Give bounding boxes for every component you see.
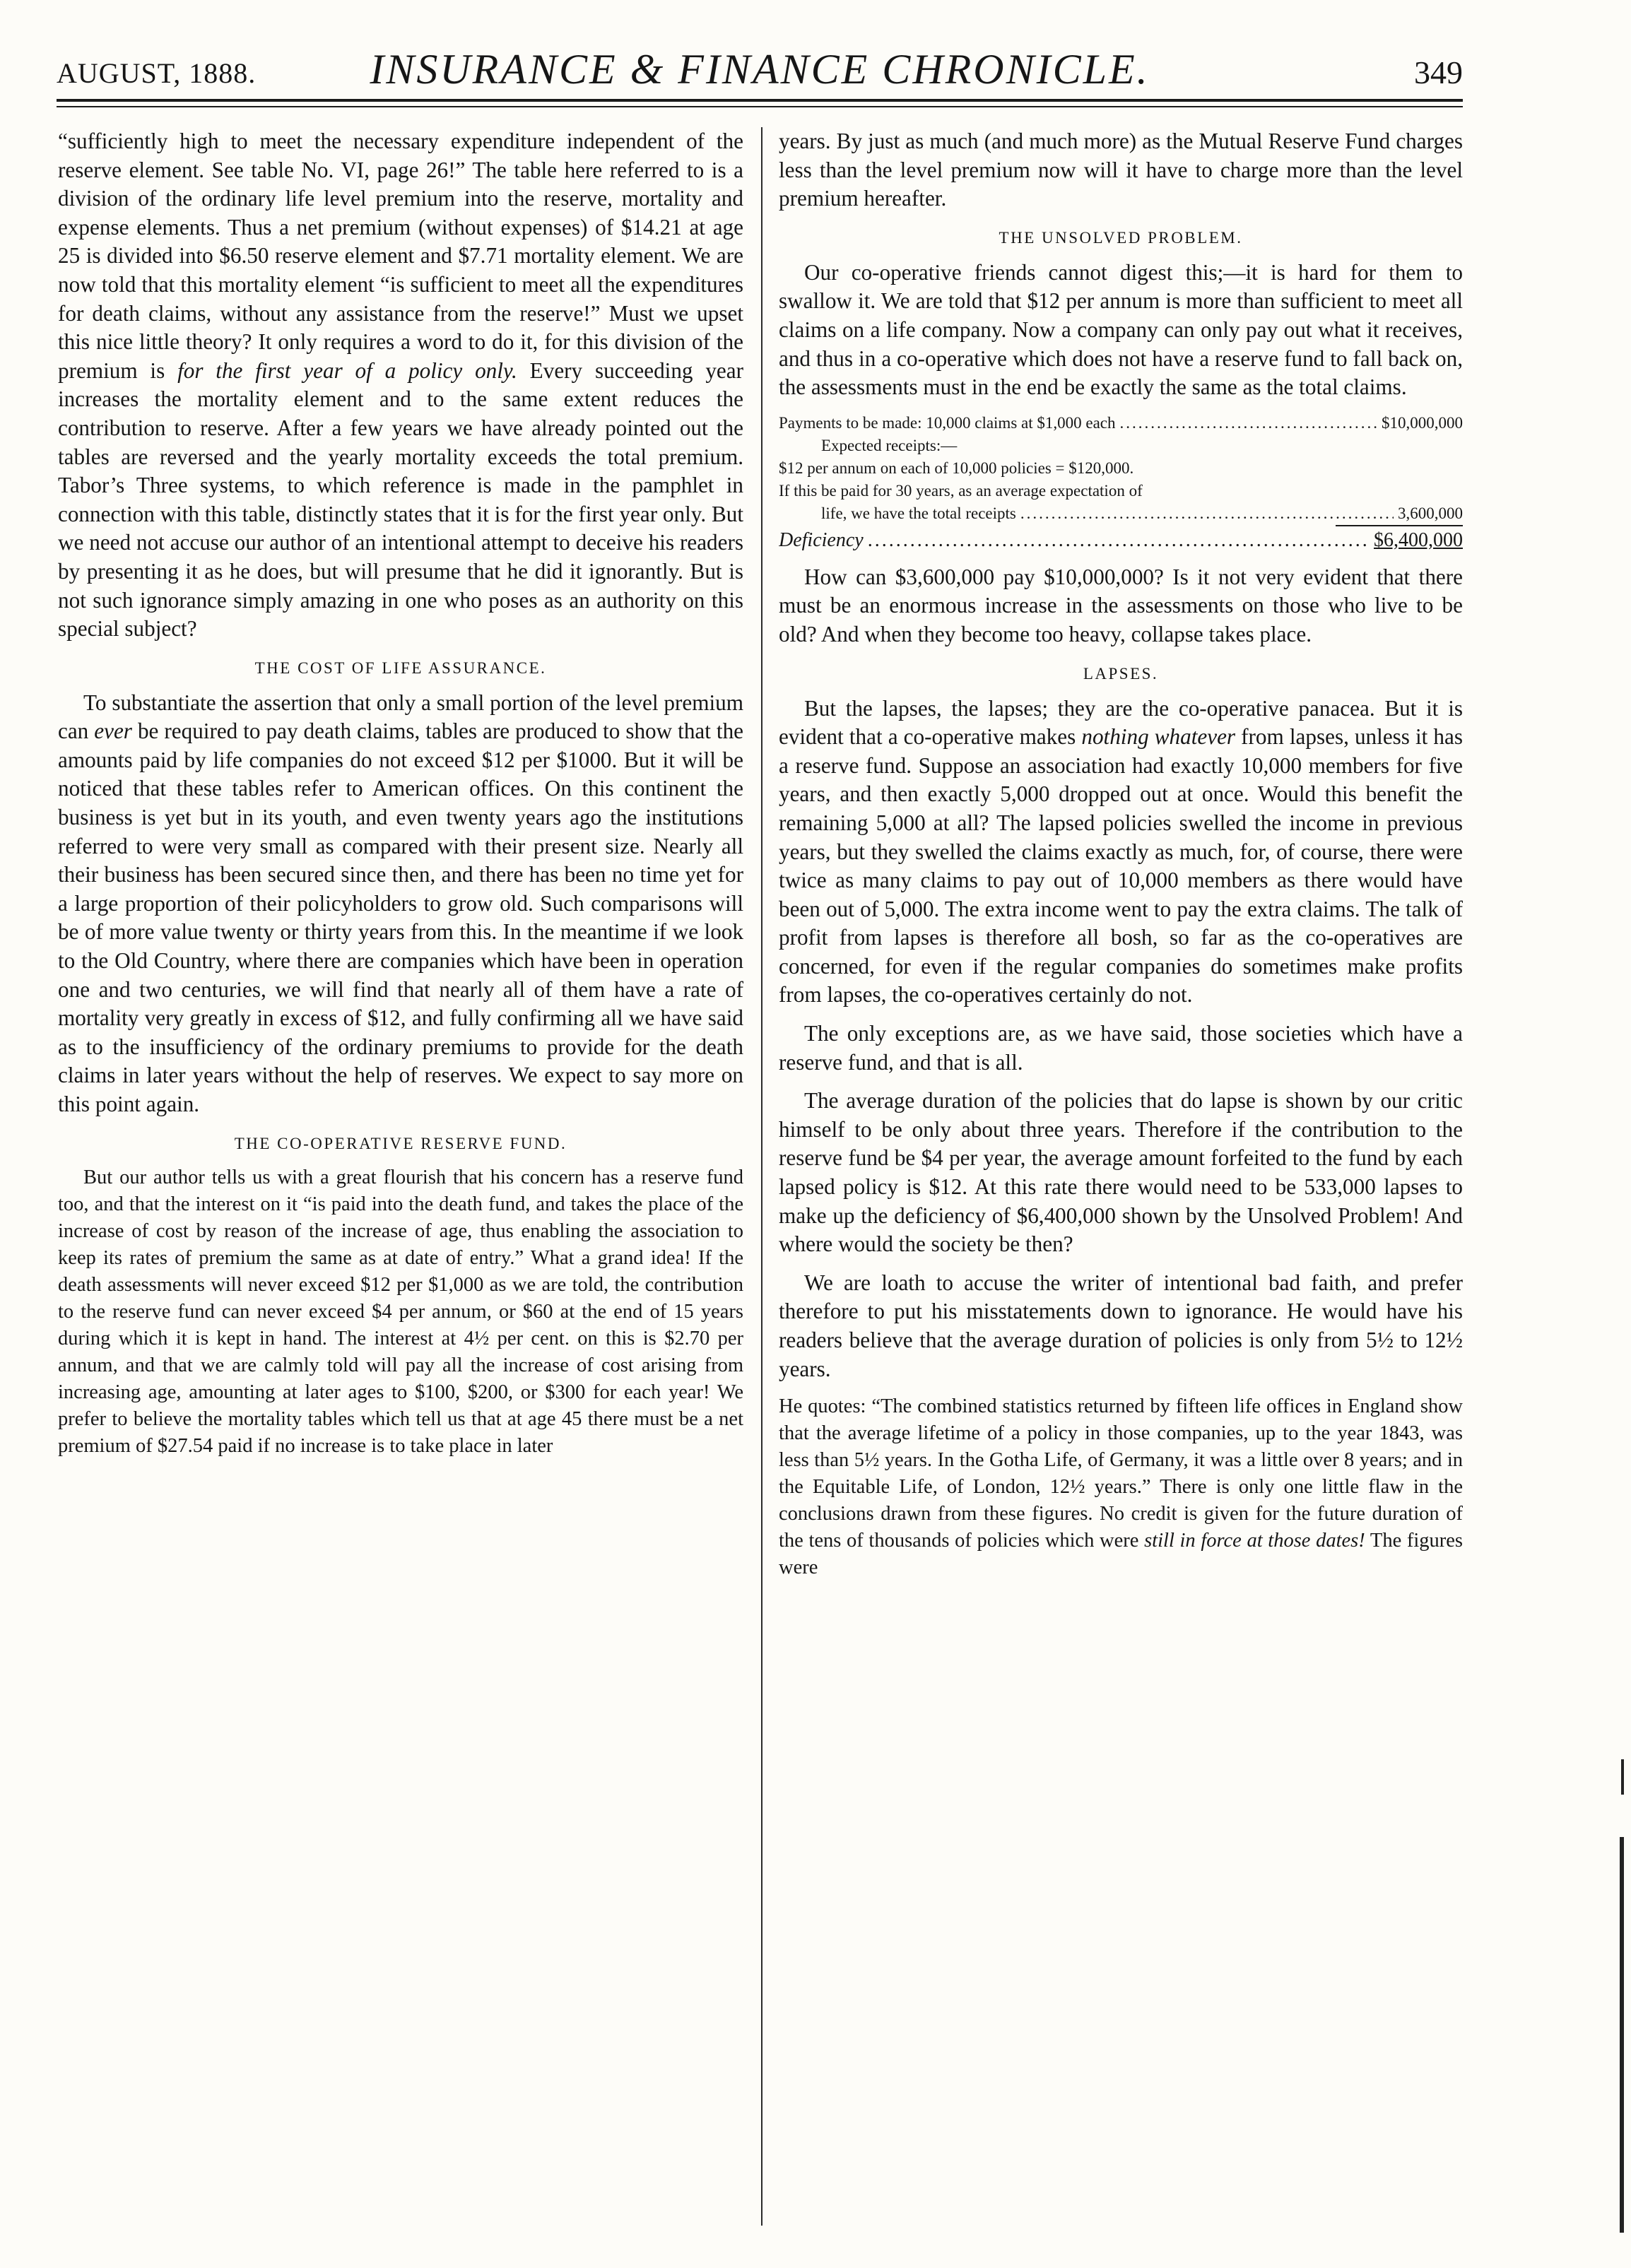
paragraph: He quotes: “The combined statistics returned by fifteen life offices in England show that the average lifetime of a policy in those companies, up to the year 1843, was less than 5½ years. In the Gotha Life, of Germany, it was a little over 8 years; and in the Equitable Life, of London, 12½ years.” There is only one little flaw in the conclusions drawn from these figures. No credit is given for the future duration of the tens of thousands of policies which were still in force at those dates! The figures were <box>779 1395 1463 1579</box>
header-rule-thin <box>57 106 1463 107</box>
scan-edge-mark <box>1620 1837 1624 2233</box>
paragraph: The average duration of the policies that do lapse is shown by our critic himself to be only about three years. Therefore if the contribution to the reserve fund be $4 per year, the average amount forfeited to the fund by each lapsed policy is $12. At this rate there would need to be 533,000 lapses to make up the deficiency of $6,400,000 shown by the Unsolved Problem! And where would the society be then? <box>779 1088 1463 1257</box>
issue-date: AUGUST, 1888. <box>57 57 257 89</box>
section-heading-lapses: LAPSES. <box>1083 664 1159 683</box>
section-heading-reserve-fund: THE CO-OPERATIVE RESERVE FUND. <box>234 1134 567 1152</box>
emphasis: ever <box>94 719 132 744</box>
calc-row-payments: Payments to be made: 10,000 claims at $1,000 each ..... $10,000,000 <box>779 412 1463 435</box>
calc-row-annual: $12 per annum on each of 10,000 policies = $120,000. <box>779 459 1134 477</box>
paragraph: “sufficiently high to meet the necessary expenditure independent of the reserve element. See table No. VI, page 26!” The table here referred to is a division of the ordinary life level premium into the reserve, mortality and expense elements. Thus a net premium (without expenses) of $14.21 at age 25 is divided into $6.50 reserve element and $7.71 mortality element. We are now told that this mortality element “is sufficient to meet all the expenditures for death claims, without any assistance from the reserve!” Must we upset this nice little theory? It only requires a word to do it, for this division of the premium is for the first year of a policy only. Every succeeding year increases the mortality element and to the same extent reduces the contribution to reserve. After a few years we have already pointed out the tables are reversed and the yearly mortality exceeds the total premium. Tabor’s Three systems, to which reference is made in the pamphlet in connection with this table, distinctly states that it is for the first year only. But we need not accuse our author of an intentional attempt to deceive his readers by presenting it as he does, but will presume that he did it ignorantly. But is not such ignorance simply amazing in one who poses as an authority on this special subject? <box>58 129 743 642</box>
header-rule-thick <box>57 99 1463 102</box>
page-header <box>57 45 1463 95</box>
publication-title: INSURANCE & FINANCE CHRONICLE. <box>370 46 1150 93</box>
paragraph: But our author tells us with a great flourish that his concern has a reserve fund too, and that the interest on it “is paid into the death fund, and takes the place of the increase of cost by reason of the increase of age, thus enabling the association to keep its rates of premium the same as at date of entry.” What a grand idea! If the death assessments will never exceed $12 per $1,000 as we are told, the contribution to the reserve fund can never exceed $4 per annum, or $60 at the end of 15 years during which it is kept in hand. The interest at 4½ per cent. on this is $2.70 per annum, and that we are calmly told will pay all the increase of cost arising from increasing age, amounting at later ages to $100, $200, or $300 for each year! We prefer to believe the mortality tables which tell us that at age 45 there must be a net premium of $27.54 paid if no increase is to take place in later <box>58 1166 743 1457</box>
paragraph: But the lapses, the lapses; they are the co-operative panacea. But it is evident that a co-operative makes nothing whatever from lapses, unless it has a reserve fund. Suppose an association had exactly 10,000 members for five years, and then exactly 5,000 dropped out at once. Would this benefit the remaining 5,000 at all? The lapsed policies swelled the income in previous years, but they swelled the claims exactly as much, for, of course, there were twice as many claims to pay out of 10,000 members as there would have been out of 5,000. The extra income went to pay the extra claims. The talk of profit from lapses is therefore all bosh, so far as the co-operatives are concerned, for even if the regular companies do sometimes make profits from lapses, the co-operatives certainly do not. <box>779 695 1463 1008</box>
left-column <box>58 127 743 2240</box>
paragraph: We are loath to accuse the writer of intentional bad faith, and prefer therefore to put his misstatements down to ignorance. He would have his readers believe that the average duration of policies is only from 5½ to 12½ years. <box>779 1270 1463 1381</box>
paragraph: years. By just as much (and much more) as the Mutual Reserve Fund charges less than the level premium now will it have to charge more than the level premium hereafter. <box>779 129 1463 211</box>
emphasis: still in force at those dates! <box>1144 1530 1365 1552</box>
sum-rule <box>779 525 1463 528</box>
paragraph: The only exceptions are, as we have said, those societies which have a reserve fund, and that is all. <box>779 1021 1463 1075</box>
calc-row-deficiency: Deficiency ..... $6,400,000 <box>779 529 1463 552</box>
calc-row-expected: Expected receipts:— <box>821 436 958 454</box>
page-number: 349 <box>1414 54 1463 90</box>
column-divider <box>761 127 762 2226</box>
paragraph: How can $3,600,000 pay $10,000,000? Is it not very evident that there must be an enormous increase in the assessments on those who live to be old? And when they become too heavy, collapse takes place. <box>779 564 1463 646</box>
right-column <box>779 127 1463 2240</box>
section-heading-unsolved-problem: THE UNSOLVED PROBLEM. <box>999 228 1243 247</box>
calculation-table <box>779 412 1463 552</box>
scan-edge-mark <box>1621 1759 1624 1795</box>
emphasis: nothing whatever <box>1081 724 1236 750</box>
calc-row-receipts: life, we have the total receipts ..... 3,600,000 <box>779 502 1463 525</box>
paragraph: Our co-operative friends cannot digest this;—it is hard for them to swallow it. We are told that $12 per annum is more than sufficient to meet all claims on a life company. Now a company can only pay out what it receives, and thus in a co-operative which does not have a reserve fund to fall back on, the assessments must in the end be exactly the same as the total claims. <box>779 259 1463 400</box>
paragraph: To substantiate the assertion that only a small portion of the level premium can ever be required to pay death claims, tables are produced to show that the amounts paid by life companies do not exceed $12 per $1000. But it will be noticed that these tables refer to American offices. On this continent the business is yet but in its youth, and even twenty years ago the institutions referred to were very small as compared with their present size. Nearly all their business has been secured since then, and there has been no time yet for a large proportion of their policyholders to grow old. Such comparisons will be of more value twenty or thirty years from this. In the meantime if we look to the Old Country, where there are companies which have been in operation one and two centuries, we will find that nearly all of them have a rate of mortality very greatly in excess of $12, and fully confirming all we have said as to the insufficiency of the ordinary premiums to provide for the death claims in later years without the help of reserves. We expect to say more on this point again. <box>58 690 743 1116</box>
emphasis: for the first year of a policy only. <box>177 358 517 383</box>
section-heading-cost: THE COST OF LIFE ASSURANCE. <box>254 658 547 677</box>
calc-row-duration: If this be paid for 30 years, as an average expectation of <box>779 481 1143 500</box>
